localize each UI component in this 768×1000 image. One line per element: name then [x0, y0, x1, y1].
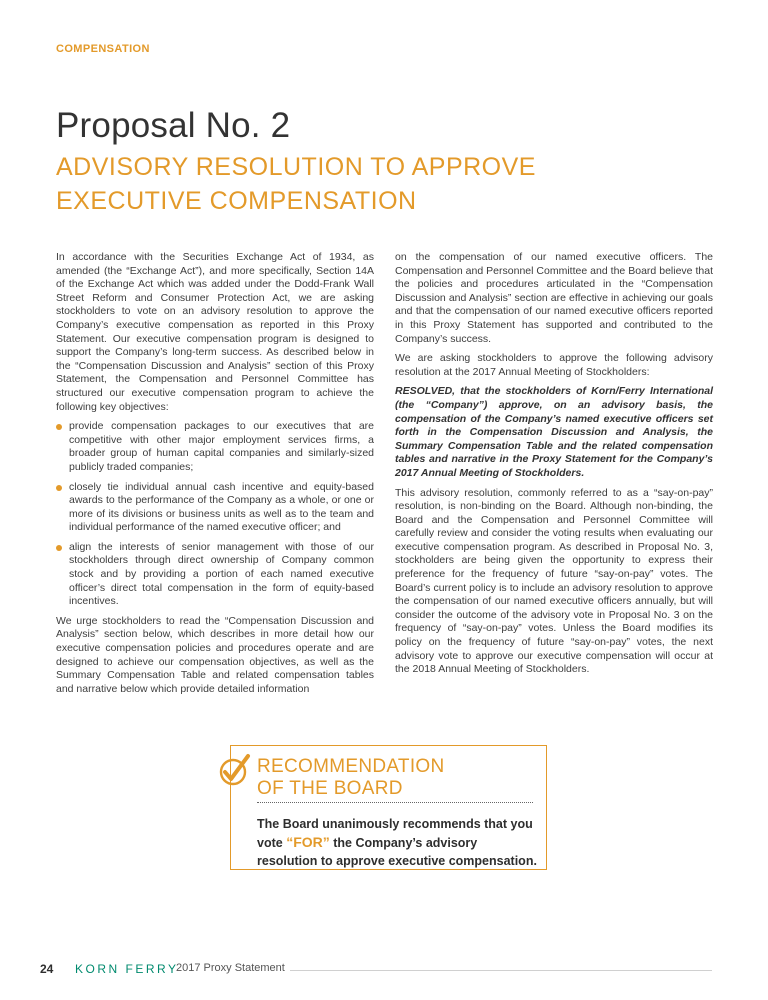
subtitle-line-2: EXECUTIVE COMPENSATION: [56, 187, 417, 215]
ask-paragraph: We are asking stockholders to approve the following advisory resolution at the 2017 Annual Meeting of Stockholders:: [395, 352, 713, 378]
recommendation-title-line-1: RECOMMENDATION: [257, 756, 445, 777]
objective-item: [56, 420, 374, 474]
section-tag: COMPENSATION: [56, 43, 150, 55]
footer-rule: [290, 970, 712, 971]
proposal-title: Proposal No. 2: [56, 106, 291, 145]
checkmark-icon: [216, 753, 252, 789]
subtitle-line-1: ADVISORY RESOLUTION TO APPROVE: [56, 153, 536, 181]
left-column: [56, 251, 374, 702]
objective-text: closely tie individual annual cash incentive and equity-based awards to the performance of the Company as a whole, or one or more of its divisions or business units as well as to the team and individual performance of the named executive officer; and: [69, 480, 374, 534]
recommendation-text-start: The Board unanimously recommends that you vote: [257, 817, 533, 850]
page-number: 24: [40, 962, 54, 976]
proposal-subtitle: [56, 150, 676, 218]
document-title: 2017 Proxy Statement: [176, 962, 285, 974]
closing-paragraph: We urge stockholders to read the “Compensation Discussion and Analysis” section below, which describes in more detail how our executive compensation policies and procedures operate and are designed to achieve our compensation objectives, as well as the Summary Compensation Table and related compensation tables and narrative below which provide detailed information: [56, 614, 374, 695]
bullet-dot-icon: [56, 545, 62, 551]
resolution-text: RESOLVED, that the stockholders of Korn/Ferry International (the “Company”) approve, on an advisory basis, the compensation of the Company’s named executive officers set forth in the Compensation Discussion and Analysis, the Summary Compensation Table and the related compensation tables and narrative in the Proxy Statement for the Company’s 2017 Annual Meeting of Stockholders.: [395, 385, 713, 479]
objective-item: [56, 481, 374, 535]
recommendation-divider: [257, 802, 533, 803]
objective-item: [56, 541, 374, 609]
recommendation-text-end: the Company’s advisory resolution to approve executive compensation.: [257, 836, 537, 868]
vote-for-emphasis: “FOR”: [286, 834, 330, 850]
objectives-list: [56, 420, 374, 609]
objective-text: provide compensation packages to our executives that are competitive with other major employment services firms, a broader group of human capital companies and similarly-sized publicly traded companies;: [69, 420, 374, 473]
right-column: [395, 251, 713, 683]
bullet-dot-icon: [56, 485, 62, 491]
objective-text: align the interests of senior management with those of our stockholders through direct ownership of Company common stock and by providing a portion of each named executive officer’s direct total compensation in the form of equity-based incentives.: [69, 540, 374, 608]
recommendation-title: [257, 756, 529, 800]
recommendation-title-line-2: OF THE BOARD: [257, 778, 403, 799]
bullet-dot-icon: [56, 424, 62, 430]
intro-paragraph: In accordance with the Securities Exchange Act of 1934, as amended (the “Exchange Act”), and more specifically, Section 14A of the Exchange Act which was added under the Dodd-Frank Wall Street Reform and Consumer Protection Act, we are asking stockholders to vote on an advisory resolution to approve the Company’s executive compensation as reported in this Proxy Statement. Our executive compensation program is designed to support the Company’s long-term success. As described below in the “Compensation Discussion and Analysis” section of this Proxy Statement, the Compensation and Personnel Committee has structured our executive compensation program to achieve the following key objectives:: [56, 251, 374, 413]
recommendation-text: [257, 815, 539, 870]
continuation-paragraph: on the compensation of our named executive officers. The Compensation and Personnel Committee and the Board believe that the policies and procedures articulated in the “Compensation Discussion and Analysis” section are effective in achieving our goals and that the compensation of our named executive officers reported in this Proxy Statement has supported and contributed to the Company’s success.: [395, 251, 713, 345]
brand-logo: KORN FERRY: [75, 962, 179, 976]
advisory-paragraph: This advisory resolution, commonly referred to as a “say-on-pay” resolution, is non-binding on the Board. Although non-binding, the Board and the Compensation and Personnel Committee will carefully review and consider the voting results when evaluating our executive compensation program. As described in Proposal No. 3, stockholders are being given the opportunity to express their preference for the frequency of future “say-on-pay” votes. The Board’s current policy is to include an advisory resolution to approve the compensation of our named executive officers annually, but will consider the outcome of the advisory vote in Proposal No. 3 on the frequency of “say-on-pay” votes. Unless the Board modifies its policy on the frequency of future “say-on-pay” votes, the next advisory vote to approve our executive compensation will occur at the 2018 Annual Meeting of Stockholders.: [395, 486, 713, 676]
